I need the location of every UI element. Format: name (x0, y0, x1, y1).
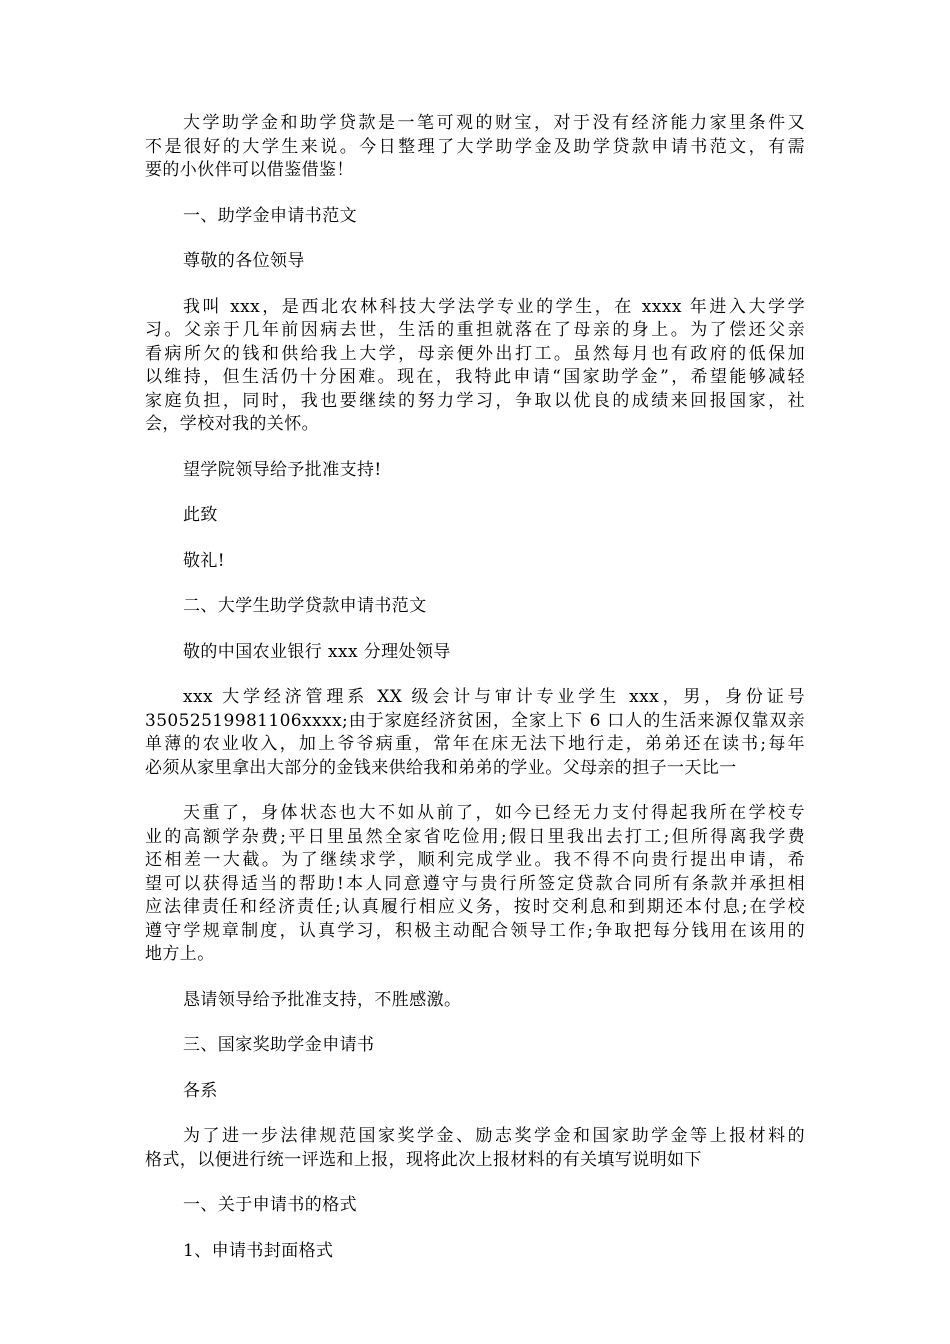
paragraph-line: 还相差一大截。为了继续求学，顺利完成学业。我不得不向贵行提出申请，希 (145, 850, 805, 870)
paragraph-line: 要的小伙伴可以借鉴借鉴！ (145, 160, 354, 180)
paragraph (145, 989, 805, 1013)
paragraph-line: 格式，以便进行统一评选和上报，现将此次上报材料的有关填写说明如下 (145, 1149, 702, 1170)
paragraph (145, 504, 805, 528)
paragraph-line: 一、助学金申请书范文 (183, 205, 357, 226)
paragraph-line: 望学院领导给予批准支持! (183, 459, 382, 480)
paragraph (145, 550, 805, 574)
document-page (145, 112, 805, 1285)
paragraph-line: 1、申请书封面格式 (183, 1240, 334, 1261)
paragraph-line: 应法律责任和经济责任;认真履行相应义务，按时交利息和到期还本付息;在学校 (145, 897, 805, 917)
paragraph-line: 一、关于申请书的格式 (183, 1195, 357, 1215)
paragraph-line: 尊敬的各位领导 (183, 251, 305, 271)
paragraph-line: 天重了，身体状态也大不如从前了，如今已经无力支付得起我所在学校专 (183, 803, 805, 823)
paragraph (145, 641, 805, 665)
paragraph-line: xxx 大学经济管理系 XX 级会计与审计专业学生 xxx，男，身份证号 (183, 687, 805, 707)
paragraph-line: 习。父亲于几年前因病去世，生活的重担就落在了母亲的身上。为了偿还父亲 (145, 320, 805, 340)
paragraph-line: 遵守学规章制度，认真学习，积极主动配合领导工作;争取把每分钱用在该用的 (145, 920, 805, 941)
paragraph-line: 恳请领导给予批准支持，不胜感激。 (183, 989, 462, 1010)
paragraph-line: 大学助学金和助学贷款是一笔可观的财宝，对于没有经济能力家里条件又 (183, 113, 805, 133)
paragraph-line: 望可以获得适当的帮助!本人同意遵守与贵行所签定贷款合同所有条款并承担相 (145, 873, 805, 894)
paragraph-line: 35052519981106xxxx;由于家庭经济贫困，全家上下 6 口人的生活来源仅靠双亲 (145, 710, 805, 731)
paragraph-line: 三、国家奖助学金申请书 (183, 1035, 375, 1055)
paragraph (145, 1194, 805, 1218)
paragraph (145, 686, 805, 780)
paragraph-line: 以维持，但生活仍十分困难。现在，我特此申请“国家助学金”，希望能够减轻 (145, 367, 805, 387)
paragraph (145, 296, 805, 437)
paragraph-line: 家庭负担，同时，我也要继续的努力学习，争取以优良的成绩来回报国家，社 (145, 390, 805, 411)
paragraph-line: 不是很好的大学生来说。今日整理了大学助学金及助学贷款申请书范文，有需 (145, 136, 805, 157)
paragraph (145, 1125, 805, 1172)
paragraph (145, 1080, 805, 1104)
paragraph-line: 地方上。 (145, 944, 215, 964)
paragraph-line: 必须从家里拿出大部分的金钱来供给我和弟弟的学业。父母亲的担子一天比一 (145, 757, 737, 778)
paragraph-line: 为了进一步法律规范国家奖学金、励志奖学金和国家助学金等上报材料的 (183, 1126, 805, 1146)
paragraph-line: 业的高额学杂费;平日里虽然全家省吃俭用;假日里我出去打工;但所得离我学费 (145, 826, 805, 847)
paragraph (145, 112, 805, 183)
paragraph-line: 看病所欠的钱和供给我上大学，母亲便外出打工。虽然每月也有政府的低保加 (145, 343, 805, 364)
paragraph-line: 此致 (183, 505, 218, 525)
paragraph-line: 敬的中国农业银行 xxx 分理处领导 (183, 641, 451, 662)
paragraph (145, 1034, 805, 1058)
paragraph-line: 各系 (183, 1080, 218, 1101)
paragraph-line: 我叫 xxx，是西北农林科技大学法学专业的学生，在 xxxx 年进入大学学 (183, 296, 805, 317)
paragraph-line: 单薄的农业收入，加上爷爷病重，常年在床无法下地行走，弟弟还在读书;每年 (145, 734, 805, 754)
paragraph (145, 595, 805, 619)
paragraph (145, 1240, 805, 1264)
paragraph (145, 802, 805, 967)
paragraph-line: 二、大学生助学贷款申请书范文 (183, 596, 427, 616)
paragraph (145, 205, 805, 229)
paragraph (145, 459, 805, 483)
paragraph-line: 敬礼! (183, 550, 226, 571)
paragraph (145, 250, 805, 274)
paragraph-line: 会，学校对我的关怀。 (145, 414, 319, 434)
